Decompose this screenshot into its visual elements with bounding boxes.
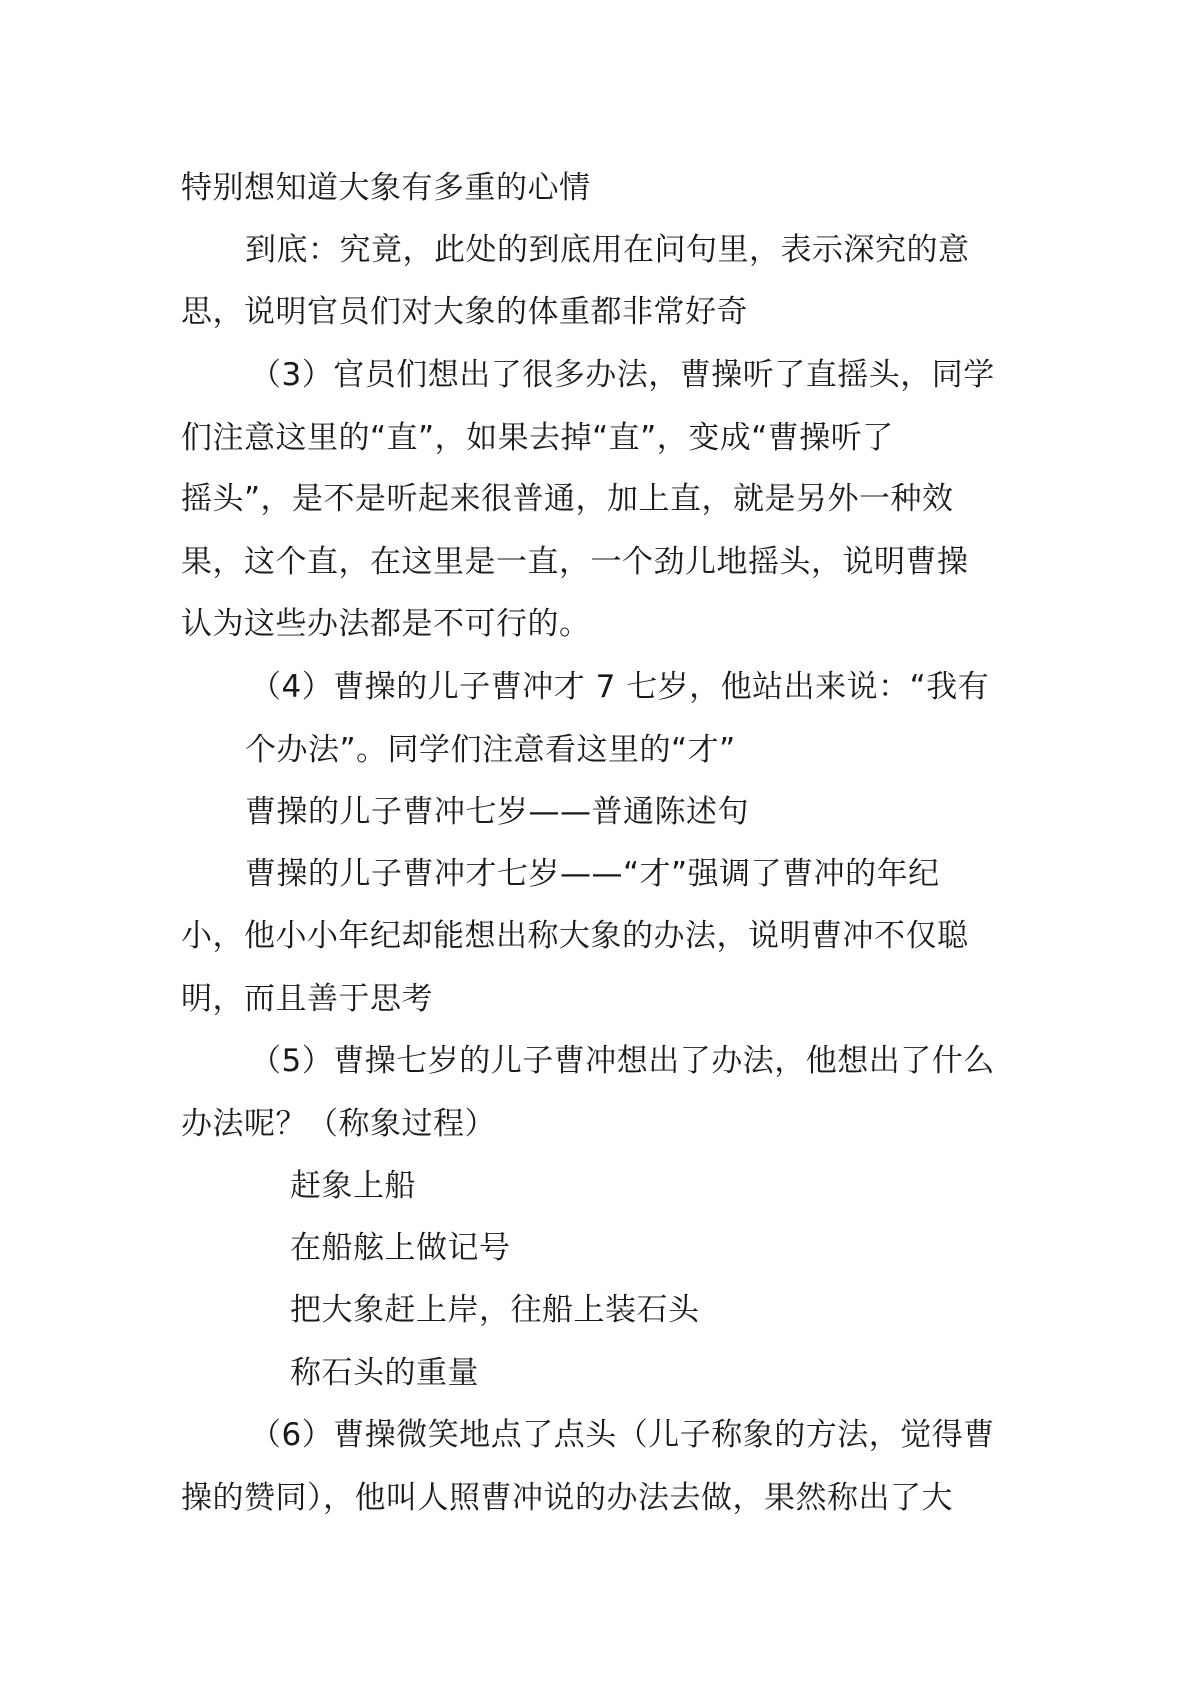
paragraph-line: （6）曹操微笑地点了点头（儿子称象的方法，觉得曹 [250, 1417, 995, 1453]
list-item: 称石头的重量 [290, 1355, 479, 1391]
paragraph-line: 操的赞同），他叫人照曹冲说的办法去做，果然称出了大 [181, 1480, 953, 1516]
paragraph-line: 特别想知道大象有多重的心情 [181, 170, 591, 206]
paragraph-line: 摇头”，是不是听起来很普通，加上直，就是另外一种效 [181, 481, 954, 517]
paragraph-line: 们注意这里的“直”，如果去掉“直”，变成“曹操听了 [181, 420, 894, 456]
paragraph-line: 小，他小小年纪却能想出称大象的办法，说明曹冲不仅聪 [181, 918, 969, 954]
list-item: 在船舷上做记号 [290, 1230, 511, 1266]
paragraph-line: （4）曹操的儿子曹冲才 7 七岁，他站出来说：“我有 [250, 669, 990, 705]
list-item: 赶象上船 [290, 1168, 416, 1204]
paragraph-line: 办法呢？（称象过程） [181, 1106, 496, 1142]
paragraph-line: （3）官员们想出了很多办法，曹操听了直摇头，同学 [250, 357, 995, 393]
paragraph-line: 认为这些办法都是不可行的。 [181, 606, 591, 642]
paragraph-line: 果，这个直，在这里是一直，一个劲儿地摇头，说明曹操 [181, 544, 969, 580]
paragraph-line: 到底：究竟，此处的到底用在问句里，表示深究的意 [245, 232, 970, 268]
paragraph-line: 明，而且善于思考 [181, 981, 433, 1017]
paragraph-line: 曹操的儿子曹冲才七岁——“才”强调了曹冲的年纪 [245, 856, 940, 892]
paragraph-line: 思，说明官员们对大象的体重都非常好奇 [181, 294, 748, 330]
paragraph-line: （5）曹操七岁的儿子曹冲想出了办法，他想出了什么 [250, 1043, 995, 1079]
paragraph-line: 曹操的儿子曹冲七岁——普通陈述句 [245, 794, 749, 830]
paragraph-line: 个办法”。同学们注意看这里的“才” [245, 732, 736, 768]
list-item: 把大象赶上岸，往船上装石头 [290, 1292, 700, 1328]
